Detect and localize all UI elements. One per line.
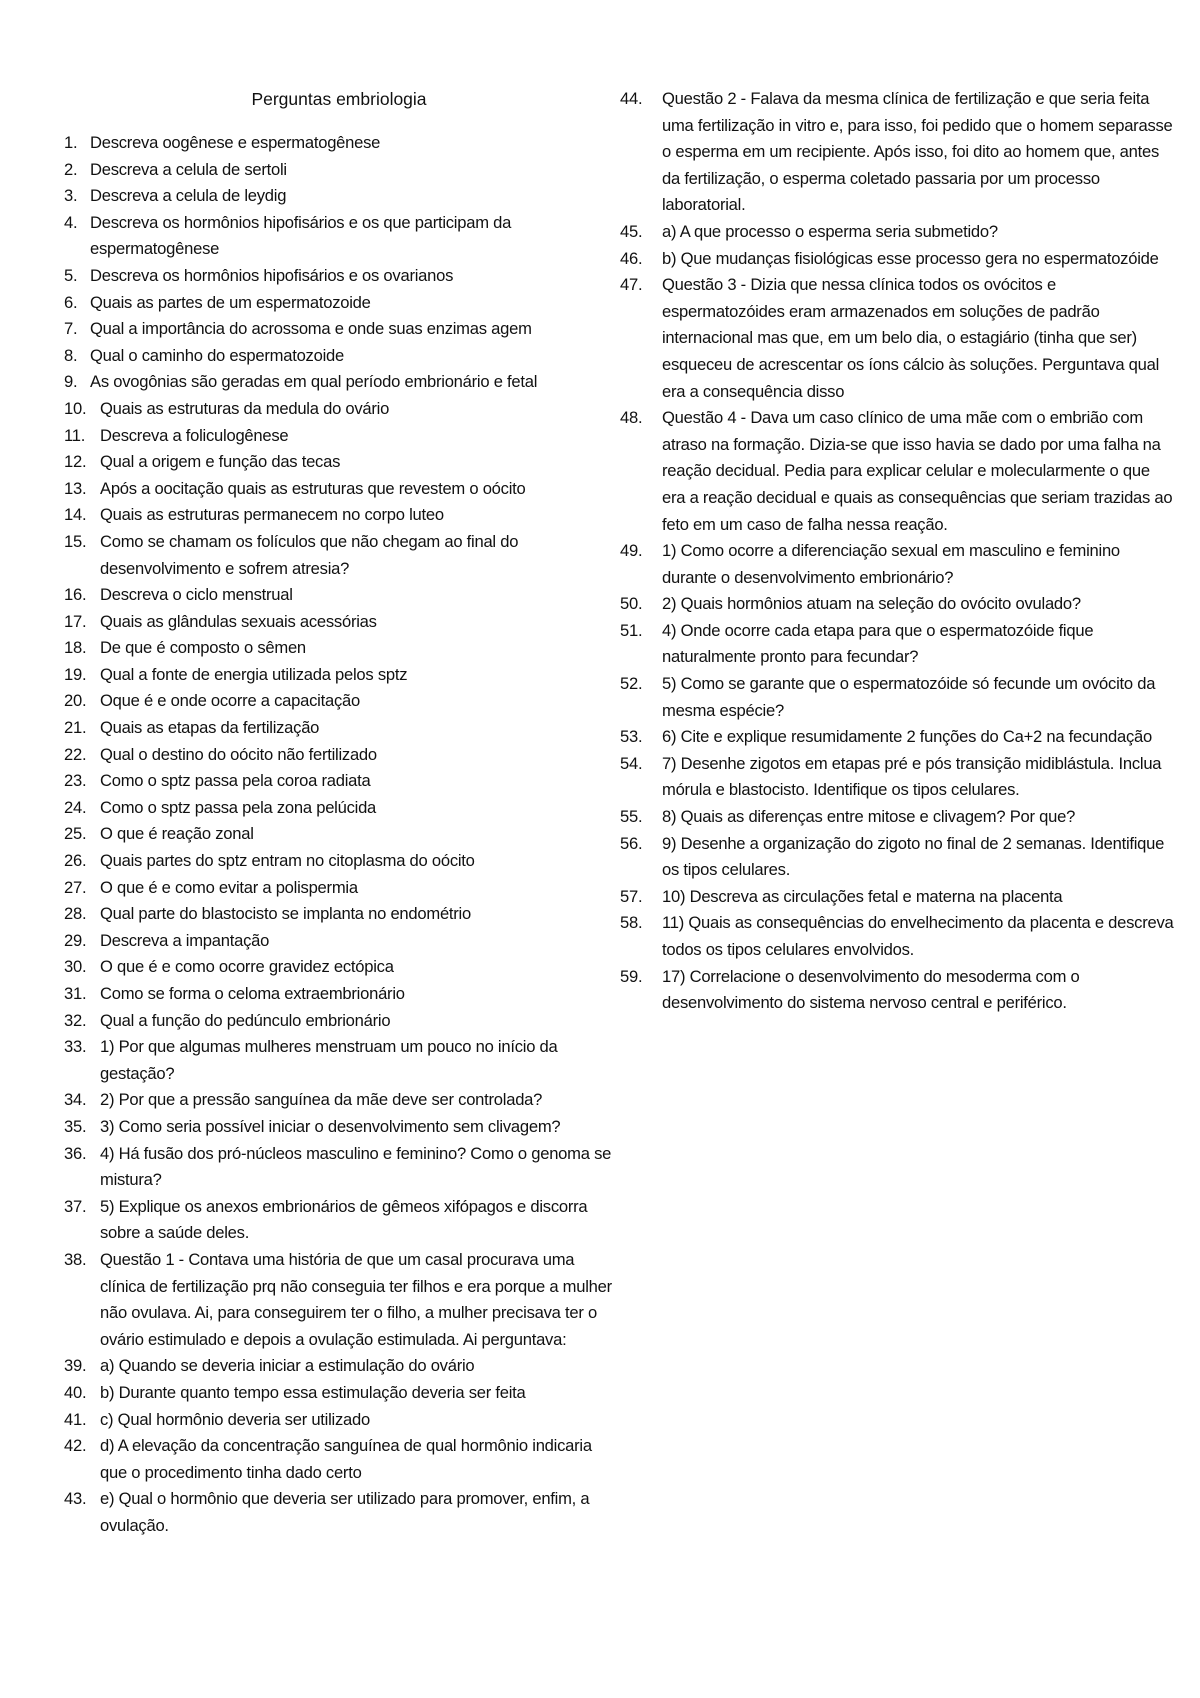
- question-text: 11) Quais as consequências do envelhecimento da placenta e descreva todos os tipos celulares envolvidos.: [662, 913, 1174, 959]
- page-title: Perguntas embriologia: [251, 89, 427, 109]
- question-text: 2) Quais hormônios atuam na seleção do ovócito ovulado?: [662, 594, 1081, 614]
- question-text: De que é composto o sêmen: [100, 638, 306, 658]
- question-item: [64, 1247, 614, 1353]
- question-text: Descreva os hormônios hipofisários e os ovarianos: [90, 265, 454, 285]
- question-number: 59.: [620, 966, 643, 986]
- question-number: 6.: [64, 292, 78, 312]
- question-item: [620, 246, 1175, 273]
- question-item: [64, 183, 614, 210]
- question-number: 15.: [64, 531, 87, 551]
- question-item: [64, 848, 614, 875]
- question-item: [64, 1114, 614, 1141]
- question-number: 38.: [64, 1249, 87, 1269]
- question-number: 55.: [620, 807, 643, 827]
- question-text: Qual a fonte de energia utilizada pelos sptz: [100, 664, 408, 684]
- question-text: 4) Onde ocorre cada etapa para que o espermatozóide fique naturalmente pronto para fecundar?: [662, 620, 1094, 667]
- question-text: b) Durante quanto tempo essa estimulação deveria ser feita: [100, 1382, 526, 1402]
- question-number: 58.: [620, 913, 643, 933]
- question-text: 17) Correlacione o desenvolvimento do mesoderma com o desenvolvimento do sistema nervoso central e periférico.: [662, 966, 1080, 1013]
- question-item: [620, 86, 1175, 219]
- question-number: 46.: [620, 248, 643, 268]
- question-item: [64, 609, 614, 636]
- question-item: [64, 1141, 614, 1194]
- question-item: [64, 1353, 614, 1380]
- question-number: 57.: [620, 886, 643, 906]
- question-text: 8) Quais as diferenças entre mitose e clivagem? Por que?: [662, 807, 1076, 827]
- question-number: 18.: [64, 638, 87, 658]
- question-item: [64, 742, 614, 769]
- question-item: [64, 130, 614, 157]
- question-item: [64, 1008, 614, 1035]
- question-text: 5) Como se garante que o espermatozóide só fecunde um ovócito da mesma espécie?: [662, 674, 1156, 720]
- question-item: [64, 529, 614, 582]
- question-item: [64, 476, 614, 503]
- question-text: Qual o caminho do espermatozoide: [90, 345, 344, 365]
- question-number: 43.: [64, 1489, 87, 1509]
- question-number: 3.: [64, 186, 78, 206]
- question-text: Descreva a celula de sertoli: [90, 159, 287, 179]
- question-item: [64, 954, 614, 981]
- right-column: [620, 86, 1175, 1017]
- question-text: Qual a importância do acrossoma e onde suas enzimas agem: [90, 319, 532, 339]
- question-text: Descreva oogênese e espermatogênese: [90, 133, 381, 152]
- question-list-left: [64, 130, 614, 1539]
- question-text: 9) Desenhe a organização do zigoto no final de 2 semanas. Identifique os tipos celulares.: [662, 833, 1165, 880]
- question-text: 4) Há fusão dos pró-núcleos masculino e feminino? Como o genoma se mistura?: [100, 1143, 612, 1190]
- question-text: Descreva a impantação: [100, 930, 270, 950]
- question-item: [64, 502, 614, 529]
- question-number: 22.: [64, 744, 87, 764]
- question-item: [64, 715, 614, 742]
- question-item: [620, 405, 1175, 538]
- question-text: As ovogônias são geradas em qual período embrionário e fetal: [90, 372, 538, 392]
- question-text: Como se chamam os folículos que não chegam ao final do desenvolvimento e sofrem atresia?: [100, 531, 519, 578]
- question-number: 42.: [64, 1436, 87, 1456]
- question-number: 1.: [64, 133, 78, 152]
- question-text: 3) Como seria possível iniciar o desenvolvimento sem clivagem?: [100, 1116, 561, 1136]
- question-text: a) Quando se deveria iniciar a estimulação do ovário: [100, 1356, 475, 1376]
- question-item: [64, 1486, 614, 1539]
- question-item: [64, 369, 614, 396]
- question-text: 10) Descreva as circulações fetal e materna na placenta: [662, 886, 1063, 906]
- question-text: Questão 4 - Dava um caso clínico de uma mãe com o embrião com atraso na formação. Dizia-se que isso havia se dado por uma falha na reação decidual. Pedia para explicar celular e molecularmente o que era a reação decidual e quais as consequências que seriam trazidas ao feto em um caso de falha nessa reação.: [662, 408, 1173, 534]
- question-item: [620, 831, 1175, 884]
- question-item: [64, 795, 614, 822]
- question-text: Após a oocitação quais as estruturas que revestem o oócito: [100, 478, 526, 498]
- question-number: 32.: [64, 1010, 87, 1030]
- question-text: 1) Como ocorre a diferenciação sexual em masculino e feminino durante o desenvolvimento embrionário?: [662, 541, 1120, 587]
- question-item: [64, 396, 614, 423]
- question-text: Qual o destino do oócito não fertilizado: [100, 744, 377, 764]
- question-number: 44.: [620, 89, 643, 108]
- question-number: 8.: [64, 345, 78, 365]
- question-item: [64, 635, 614, 662]
- question-item: [64, 423, 614, 450]
- question-text: Quais as estruturas permanecem no corpo luteo: [100, 505, 444, 525]
- question-text: Descreva a celula de leydig: [90, 186, 287, 206]
- question-item: [64, 1433, 614, 1486]
- question-text: 5) Explique os anexos embrionários de gêmeos xifópagos e discorra sobre a saúde deles.: [100, 1196, 588, 1243]
- question-item: [64, 263, 614, 290]
- question-item: [620, 884, 1175, 911]
- question-number: 53.: [620, 727, 643, 747]
- question-text: Questão 1 - Contava uma história de que um casal procurava uma clínica de fertilização prq não conseguia ter filhos e era porque a mulher não ovulava. Ai, para conseguirem ter o filho, a mulher precisava ter o ovário estimulado e depois a ovulação estimulada. Ai perguntava:: [100, 1249, 612, 1349]
- question-number: 5.: [64, 265, 78, 285]
- question-item: [620, 910, 1175, 963]
- question-item: [64, 981, 614, 1008]
- question-item: [64, 449, 614, 476]
- question-number: 10.: [64, 398, 87, 418]
- question-text: a) A que processo o esperma seria submetido?: [662, 221, 998, 241]
- question-text: Qual a função do pedúnculo embrionário: [100, 1010, 391, 1030]
- question-item: [620, 751, 1175, 804]
- question-number: 33.: [64, 1037, 87, 1057]
- question-text: Questão 2 - Falava da mesma clínica de fertilização e que seria feita uma fertilização in vitro e, para isso, foi pedido que o homem separasse o esperma em um recipiente. Após isso, foi dito ao homem que, antes da fertilização, o esperma coletado passaria por um processo laboratorial.: [662, 89, 1173, 215]
- question-text: Quais as glândulas sexuais acessórias: [100, 611, 377, 631]
- question-item: [64, 316, 614, 343]
- question-number: 14.: [64, 505, 87, 525]
- question-text: Quais partes do sptz entram no citoplasma do oócito: [100, 851, 475, 871]
- question-number: 29.: [64, 930, 87, 950]
- question-number: 13.: [64, 478, 87, 498]
- question-item: [620, 804, 1175, 831]
- question-text: O que é e como evitar a polispermia: [100, 877, 358, 897]
- question-text: Quais as etapas da fertilização: [100, 718, 320, 738]
- question-text: b) Que mudanças fisiológicas esse processo gera no espermatozóide: [662, 248, 1159, 268]
- question-item: [64, 1407, 614, 1434]
- question-item: [64, 210, 614, 263]
- question-number: 20.: [64, 691, 87, 711]
- question-item: [620, 591, 1175, 618]
- question-item: [620, 671, 1175, 724]
- question-number: 49.: [620, 541, 643, 561]
- question-number: 48.: [620, 408, 643, 428]
- question-list-right: [620, 86, 1175, 1017]
- question-number: 12.: [64, 452, 87, 472]
- question-number: 7.: [64, 319, 78, 339]
- question-number: 31.: [64, 984, 87, 1003]
- question-number: 40.: [64, 1382, 87, 1402]
- question-number: 28.: [64, 904, 87, 924]
- question-number: 41.: [64, 1409, 87, 1429]
- question-number: 27.: [64, 877, 87, 897]
- question-text: Questão 3 - Dizia que nessa clínica todos os ovócitos e espermatozóides eram armazenados em soluções de padrão internacional mas que, em um belo dia, o estagiário (tinha que ser) esqueceu de acrescentar os íons cálcio às soluções. Perguntava qual era a consequência disso: [662, 275, 1160, 401]
- question-item: [64, 582, 614, 609]
- question-number: 24.: [64, 797, 87, 817]
- question-item: [64, 1194, 614, 1247]
- question-number: 30.: [64, 957, 87, 977]
- question-number: 2.: [64, 159, 78, 179]
- question-text: c) Qual hormônio deveria ser utilizado: [100, 1409, 370, 1429]
- question-number: 52.: [620, 674, 643, 694]
- left-column: [64, 86, 614, 1539]
- question-item: [620, 538, 1175, 591]
- question-text: 7) Desenhe zigotos em etapas pré e pós transição midiblástula. Inclua mórula e blastocisto. Identifique os tipos celulares.: [662, 753, 1162, 800]
- question-number: 54.: [620, 753, 643, 773]
- question-number: 45.: [620, 221, 643, 241]
- question-number: 9.: [64, 372, 78, 392]
- question-item: [64, 928, 614, 955]
- question-text: Descreva o ciclo menstrual: [100, 585, 293, 605]
- question-number: 37.: [64, 1196, 87, 1216]
- question-text: Oque é e onde ocorre a capacitação: [100, 691, 360, 711]
- question-text: O que é e como ocorre gravidez ectópica: [100, 957, 394, 977]
- question-text: 6) Cite e explique resumidamente 2 funções do Ca+2 na fecundação: [662, 727, 1152, 747]
- question-text: Como se forma o celoma extraembrionário: [100, 984, 405, 1003]
- question-item: [64, 662, 614, 689]
- question-text: Descreva a foliculogênese: [100, 425, 289, 445]
- question-item: [64, 688, 614, 715]
- question-item: [64, 290, 614, 317]
- question-item: [620, 219, 1175, 246]
- question-text: O que é reação zonal: [100, 824, 254, 844]
- question-number: 25.: [64, 824, 87, 844]
- question-text: d) A elevação da concentração sanguínea de qual hormônio indicaria que o procedimento tinha dado certo: [100, 1436, 592, 1482]
- question-item: [620, 272, 1175, 405]
- question-item: [64, 875, 614, 902]
- question-item: [64, 1087, 614, 1114]
- question-number: 4.: [64, 212, 78, 232]
- question-item: [64, 821, 614, 848]
- question-number: 26.: [64, 851, 87, 871]
- question-text: Qual parte do blastocisto se implanta no endométrio: [100, 904, 471, 924]
- question-number: 51.: [620, 620, 643, 640]
- question-text: Como o sptz passa pela zona pelúcida: [100, 797, 377, 817]
- question-item: [64, 901, 614, 928]
- question-item: [64, 157, 614, 184]
- question-text: Descreva os hormônios hipofisários e os que participam da espermatogênese: [90, 212, 512, 259]
- question-text: 2) Por que a pressão sanguínea da mãe deve ser controlada?: [100, 1090, 543, 1110]
- question-number: 39.: [64, 1356, 87, 1376]
- question-text: e) Qual o hormônio que deveria ser utilizado para promover, enfim, a ovulação.: [100, 1489, 590, 1535]
- question-item: [620, 618, 1175, 671]
- question-text: 1) Por que algumas mulheres menstruam um pouco no início da gestação?: [100, 1037, 558, 1083]
- question-number: 17.: [64, 611, 87, 631]
- question-number: 36.: [64, 1143, 87, 1163]
- question-item: [64, 768, 614, 795]
- question-number: 21.: [64, 718, 87, 738]
- question-item: [64, 1034, 614, 1087]
- question-item: [620, 964, 1175, 1017]
- question-number: 23.: [64, 771, 87, 791]
- question-text: Quais as partes de um espermatozoide: [90, 292, 371, 312]
- question-text: Como o sptz passa pela coroa radiata: [100, 771, 371, 791]
- question-number: 35.: [64, 1116, 87, 1136]
- question-number: 56.: [620, 833, 643, 853]
- question-number: 47.: [620, 275, 643, 295]
- question-item: [64, 1380, 614, 1407]
- question-item: [64, 343, 614, 370]
- question-number: 34.: [64, 1090, 87, 1110]
- question-number: 19.: [64, 664, 87, 684]
- question-number: 50.: [620, 594, 643, 614]
- question-text: Qual a origem e função das tecas: [100, 452, 341, 472]
- question-text: Quais as estruturas da medula do ovário: [100, 398, 390, 418]
- question-number: 16.: [64, 585, 87, 605]
- question-number: 11.: [64, 425, 86, 445]
- question-item: [620, 724, 1175, 751]
